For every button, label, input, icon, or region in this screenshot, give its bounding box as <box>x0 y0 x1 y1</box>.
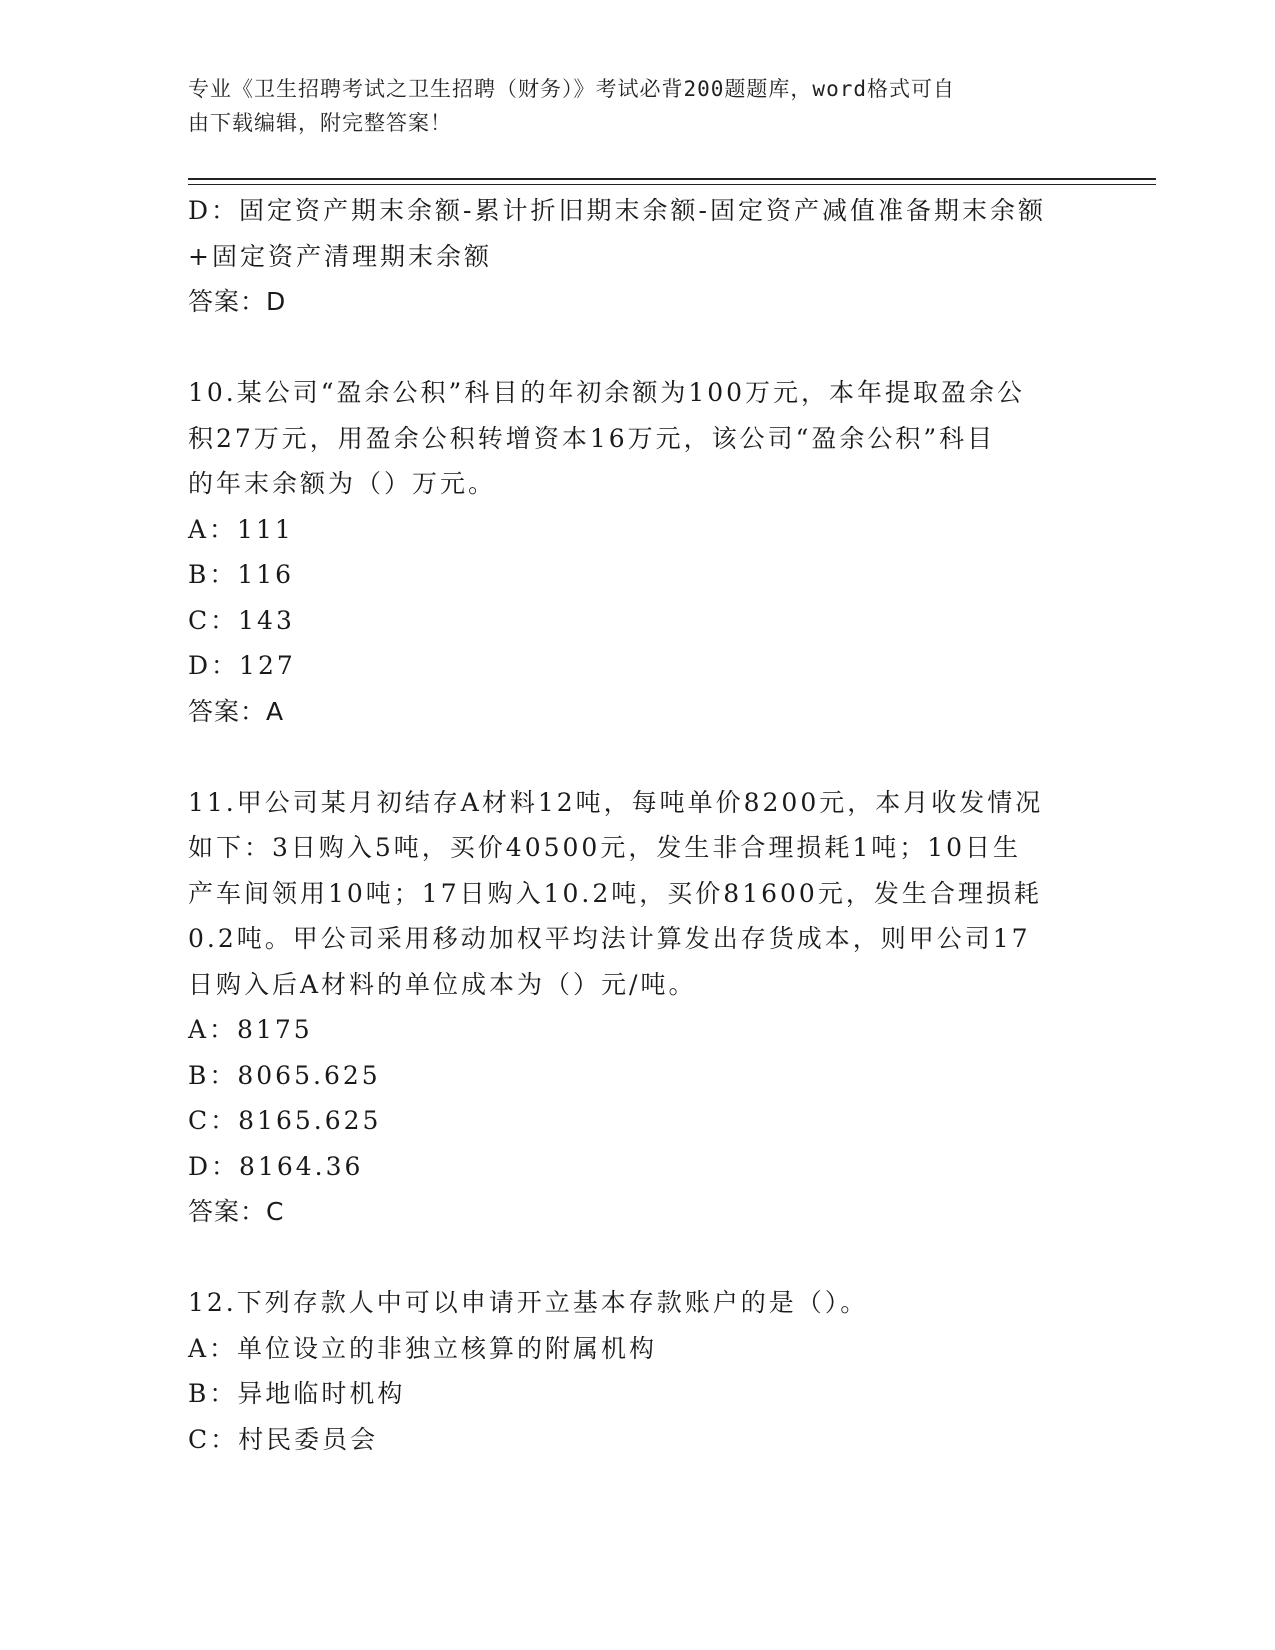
option-b: B：8065.625 <box>188 1060 381 1090</box>
answer-line: 答案：A <box>188 696 285 726</box>
header-line-1: 专业《卫生招聘考试之卫生招聘（财务）》考试必背200题题库，word格式可自 <box>188 77 955 101</box>
option-d-line-2: +固定资产清理期末余额 <box>188 241 492 271</box>
option-c: C：村民委员会 <box>188 1424 379 1454</box>
question-stem-line: 日购入后A材料的单位成本为（）元/吨。 <box>188 969 697 999</box>
option-d-line-1: D：固定资产期末余额-累计折旧期末余额-固定资产减值准备期末余额 <box>188 196 1046 225</box>
previous-question-tail <box>188 188 1088 325</box>
header-line-2: 由下载编辑，附完整答案！ <box>188 111 452 135</box>
document-header <box>188 72 1068 140</box>
question-11 <box>188 780 1088 1235</box>
option-a: A：111 <box>188 514 294 544</box>
question-stem-line: 11.甲公司某月初结存A材料12吨，每吨单价8200元，本月收发情况 <box>188 787 1044 817</box>
option-b: B：116 <box>188 560 295 589</box>
answer-line: 答案：C <box>188 1197 285 1226</box>
spacer <box>188 1235 1088 1281</box>
option-d: D：8164.36 <box>188 1151 364 1181</box>
spacer <box>188 325 1088 371</box>
question-stem-line: 如下：3日购入5吨，买价40500元，发生非合理损耗1吨；10日生 <box>188 833 1022 862</box>
header-divider-thin <box>188 184 1156 185</box>
header-divider-thick <box>188 178 1156 180</box>
answer-line: 答案：D <box>188 287 287 316</box>
option-c: C：143 <box>188 605 295 635</box>
question-stem-line: 的年末余额为（）万元。 <box>188 469 497 498</box>
option-c: C：8165.625 <box>188 1106 382 1135</box>
question-stem-line: 产车间领用10吨；17日购入10.2吨，买价81600元，发生合理损耗 <box>188 878 1042 908</box>
option-a: A：8175 <box>188 1015 313 1044</box>
question-12 <box>188 1280 1088 1462</box>
question-stem-line: 12.下列存款人中可以申请开立基本存款账户的是（）。 <box>188 1288 869 1317</box>
question-10 <box>188 370 1088 734</box>
question-stem-line: 0.2吨。甲公司采用移动加权平均法计算发出存货成本，则甲公司17 <box>188 924 1031 953</box>
question-stem-line: 10.某公司“盈余公积”科目的年初余额为100万元，本年提取盈余公 <box>188 378 1026 407</box>
option-a: A：单位设立的非独立核算的附属机构 <box>188 1333 658 1363</box>
question-stem-line: 积27万元，用盈余公积转增资本16万元，该公司“盈余公积”科目 <box>188 423 996 453</box>
document-body <box>188 188 1088 1462</box>
option-b: B：异地临时机构 <box>188 1379 406 1408</box>
spacer <box>188 734 1088 780</box>
option-d: D：127 <box>188 651 296 680</box>
